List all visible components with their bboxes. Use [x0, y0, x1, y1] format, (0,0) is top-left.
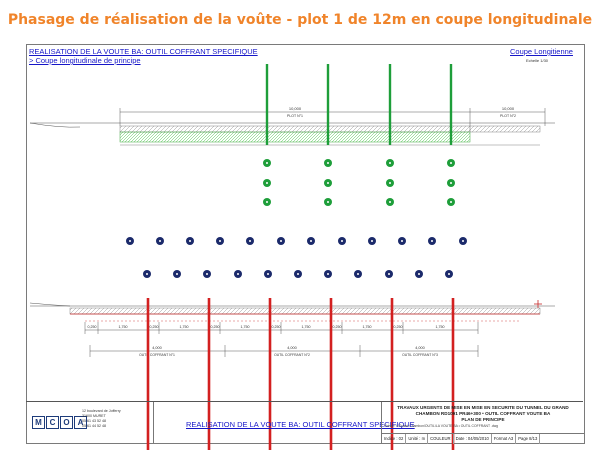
navy-dot — [368, 237, 376, 245]
dim-label: 0,250 — [87, 325, 97, 329]
navy-dot — [126, 237, 134, 245]
green-dot — [324, 198, 332, 206]
dim-label: 1,750 — [240, 325, 250, 329]
navy-dot — [354, 270, 362, 278]
address-line: 12 boulevard de Jofferry — [82, 409, 121, 413]
logo-box — [26, 402, 154, 443]
drawing-subheading[interactable]: > Coupe longitudinale de principe — [29, 56, 141, 65]
info-cell: Unité : m — [406, 434, 428, 444]
info-cell: Indice : 02 — [382, 434, 406, 444]
dim-label: 0,250 — [332, 325, 342, 329]
project-line: TRAVAUX URGENTS DE MISE EN MISE EN SECURITE DU TUNNEL DU GRAND — [397, 405, 569, 410]
navy-dot — [203, 270, 211, 278]
navy-dot — [264, 270, 272, 278]
logo-letter: M — [32, 416, 45, 429]
navy-dot-row-2 — [143, 270, 453, 278]
plot1-label: PLOT N°1 — [287, 114, 303, 118]
dim-label: 0,250 — [393, 325, 403, 329]
mcoa-logo — [32, 416, 88, 429]
upper-left-edge — [30, 123, 80, 127]
navy-dot — [445, 270, 453, 278]
outil-length: 4,000 — [415, 346, 425, 350]
vault-concrete-plot1 — [120, 132, 470, 142]
navy-dot — [385, 270, 393, 278]
navy-dot — [398, 237, 406, 245]
outil-length: 4,000 — [152, 346, 162, 350]
file-path: Fichier: I:\Grand Chambon\OUTIL\LA VOUTE BA • OUTIL COFFRANT .dwg — [384, 424, 499, 428]
green-dot — [263, 179, 271, 187]
scale-label: Echelle 1/30 — [526, 58, 549, 63]
navy-dot — [277, 237, 285, 245]
info-cell: Date : 04/05/2010 — [454, 434, 492, 444]
dim-label: 1,750 — [301, 325, 311, 329]
logo-letter: A — [74, 416, 87, 429]
info-row — [382, 433, 584, 444]
dim-label: 1,750 — [118, 325, 128, 329]
address-line: 05 61 43 52 48 — [82, 419, 106, 423]
project-line: PLAN DE PRINCIPE — [461, 417, 505, 422]
navy-dot-row-1 — [126, 237, 467, 245]
dim-label: 0,250 — [149, 325, 159, 329]
info-cell: COULEUR — [428, 434, 453, 444]
address-line: 31600 MURET — [82, 414, 106, 418]
project-box — [381, 402, 584, 443]
navy-dot — [186, 237, 194, 245]
bottom-link[interactable]: REALISATION DE LA VOUTE BA: OUTIL COFFRANT SPECIFIQUE — [186, 420, 415, 429]
title-block — [26, 401, 583, 443]
green-dot — [386, 159, 394, 167]
green-dot — [447, 198, 455, 206]
navy-dot — [415, 270, 423, 278]
slide-title: Phasage de réalisation de la voûte - plot 1 de 12m en coupe longitudinale — [7, 12, 593, 28]
logo-letter: O — [60, 416, 73, 429]
outil-label: OUTIL COFFRANT N°3 — [402, 353, 438, 357]
logo-letter: C — [46, 416, 59, 429]
info-cell: Format A3 — [492, 434, 516, 444]
navy-dot — [216, 237, 224, 245]
green-dot — [447, 179, 455, 187]
lower-hatch — [70, 308, 540, 314]
project-line: CHAMBON RD1091 PR46+300 • OUTIL COFFRANT VOUTE BA — [415, 411, 551, 416]
plot2-label: PLOT N°2 — [500, 114, 516, 118]
green-dot — [263, 159, 271, 167]
green-dot — [324, 159, 332, 167]
outil-label: OUTIL COFFRANT N°2 — [274, 353, 310, 357]
navy-dot — [307, 237, 315, 245]
navy-dot — [294, 270, 302, 278]
address-line: 05 61 44 52 48 — [82, 424, 106, 428]
dim-label: 0,250 — [210, 325, 220, 329]
green-dot — [386, 198, 394, 206]
dim-label: 1,750 — [362, 325, 372, 329]
plot1-length: 10,000 — [288, 106, 302, 111]
green-dot — [386, 179, 394, 187]
navy-dot — [459, 237, 467, 245]
upper-section — [30, 64, 555, 145]
drawing-heading[interactable]: REALISATION DE LA VOUTE BA: OUTIL COFFRANT SPECIFIQUE — [29, 47, 258, 56]
navy-dot — [234, 270, 242, 278]
info-cell: Page 8/13 — [516, 434, 540, 444]
plot2-length: 10,000 — [501, 106, 515, 111]
green-dot-grid — [263, 159, 455, 206]
green-dot — [447, 159, 455, 167]
navy-dot — [338, 237, 346, 245]
navy-dot — [246, 237, 254, 245]
navy-dot — [156, 237, 164, 245]
green-dot — [263, 198, 271, 206]
outil-label: OUTIL COFFRANT N°1 — [139, 353, 175, 357]
navy-dot — [173, 270, 181, 278]
project-title — [384, 405, 582, 423]
vault-hatch — [120, 126, 540, 132]
outil-length: 4,000 — [287, 346, 297, 350]
view-name[interactable]: Coupe Longitienne — [510, 47, 573, 56]
navy-dot — [143, 270, 151, 278]
navy-dot — [428, 237, 436, 245]
dim-label: 1,750 — [435, 325, 445, 329]
dim-label: 0,250 — [271, 325, 281, 329]
company-address — [82, 409, 121, 429]
green-dot — [324, 179, 332, 187]
dim-label: 1,750 — [179, 325, 189, 329]
navy-dot — [324, 270, 332, 278]
